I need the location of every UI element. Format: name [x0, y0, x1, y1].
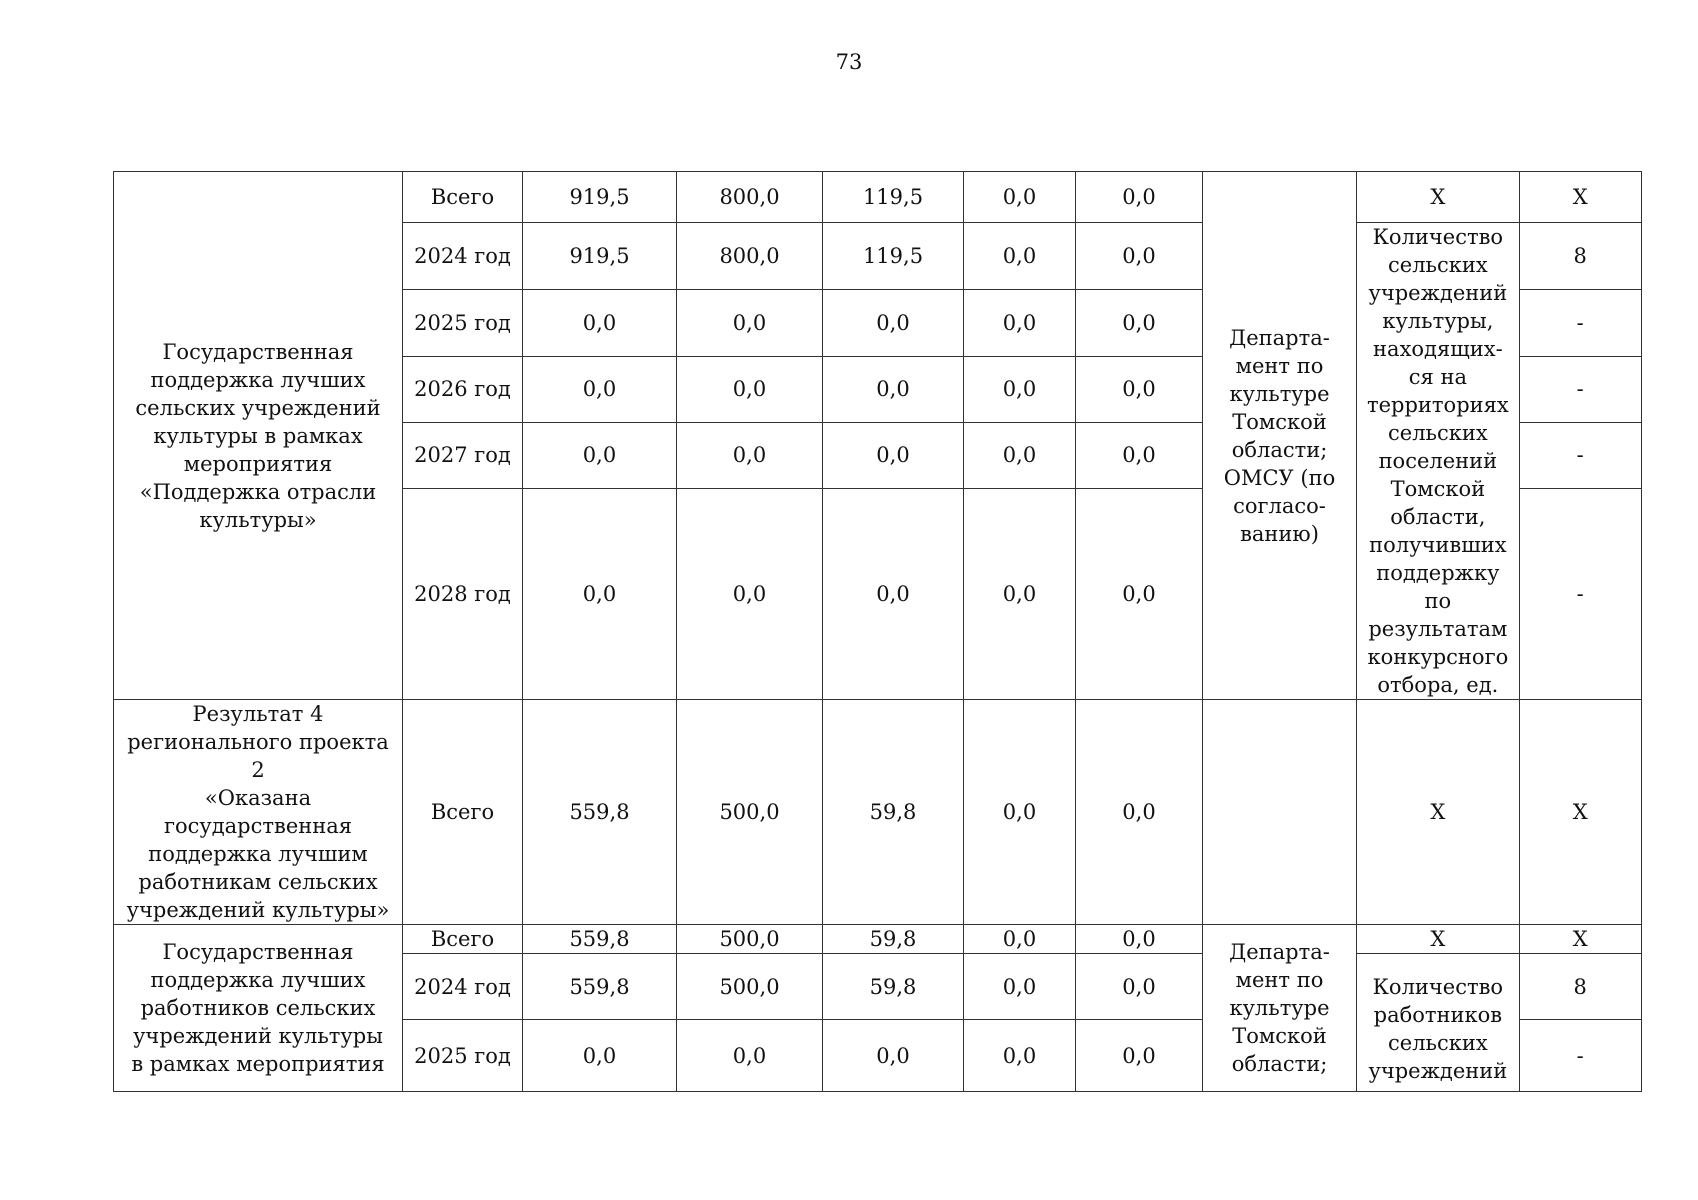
period-cell: 2028 год: [403, 489, 523, 700]
value-cell: 0,0: [677, 290, 823, 356]
indicator-description: Количество работников сельских учреждений: [1357, 954, 1520, 1092]
value-cell: 119,5: [823, 223, 964, 290]
value-cell: 0,0: [964, 223, 1076, 290]
value-cell: 0,0: [677, 356, 823, 422]
value-cell: 0,0: [1076, 422, 1203, 488]
total-cell: 0,0: [523, 1020, 677, 1092]
value-cell: 0,0: [823, 1020, 964, 1092]
indicator-cell: X: [1357, 172, 1520, 223]
table-row: [114, 925, 1642, 954]
value-cell: 59,8: [823, 954, 964, 1020]
value-cell: 0,0: [964, 925, 1076, 954]
indicator-value-cell: X: [1519, 700, 1641, 925]
indicator-value-cell: -: [1519, 356, 1641, 422]
value-cell: 59,8: [823, 925, 964, 954]
indicator-value-cell: 8: [1519, 954, 1641, 1020]
value-cell: 0,0: [823, 356, 964, 422]
value-cell: 500,0: [677, 700, 823, 925]
period-cell: Всего: [403, 700, 523, 925]
value-cell: 0,0: [1076, 489, 1203, 700]
page-number: 73: [835, 50, 863, 74]
indicator-value-cell: -: [1519, 1020, 1641, 1092]
value-cell: 0,0: [964, 356, 1076, 422]
value-cell: 0,0: [1076, 1020, 1203, 1092]
budget-table: [113, 171, 1642, 1092]
value-cell: 0,0: [1076, 223, 1203, 290]
period-cell: 2026 год: [403, 356, 523, 422]
event-description: Государственная поддержка лучших сельских учреждений культуры в рамках мероприятия «Поддержка отрасли культуры»: [114, 172, 403, 700]
period-cell: 2027 год: [403, 422, 523, 488]
result-description: Результат 4 регионального проекта 2 «Оказана государственная поддержка лучшим работникам сельских учреждений культуры»: [114, 700, 403, 925]
responsible-executor: Департа- мент по культуре Томской области;: [1203, 925, 1357, 1092]
value-cell: 0,0: [964, 1020, 1076, 1092]
period-cell: Всего: [403, 172, 523, 223]
value-cell: 800,0: [677, 172, 823, 223]
total-cell: 0,0: [523, 356, 677, 422]
total-cell: 919,5: [523, 172, 677, 223]
indicator-value-cell: -: [1519, 489, 1641, 700]
indicator-value-cell: 8: [1519, 223, 1641, 290]
event-description: Государственная поддержка лучших работников сельских учреждений культуры в рамках мероприятия: [114, 925, 403, 1092]
value-cell: 0,0: [1076, 290, 1203, 356]
value-cell: 0,0: [1076, 356, 1203, 422]
indicator-description: Количество сельских учреждений культуры, находящих- ся на территориях сельских поселений Томской области, получивших поддержку по результатам конкурсного отбора, ед.: [1357, 223, 1520, 700]
value-cell: 0,0: [823, 422, 964, 488]
value-cell: 0,0: [823, 489, 964, 700]
value-cell: 0,0: [1076, 700, 1203, 925]
indicator-value-cell: X: [1519, 172, 1641, 223]
total-cell: 559,8: [523, 700, 677, 925]
indicator-value-cell: -: [1519, 422, 1641, 488]
period-cell: 2024 год: [403, 223, 523, 290]
value-cell: 0,0: [964, 422, 1076, 488]
total-cell: 559,8: [523, 954, 677, 1020]
total-cell: 0,0: [523, 290, 677, 356]
period-cell: 2024 год: [403, 954, 523, 1020]
value-cell: 0,0: [1076, 172, 1203, 223]
value-cell: 0,0: [964, 290, 1076, 356]
value-cell: 800,0: [677, 223, 823, 290]
value-cell: 0,0: [964, 954, 1076, 1020]
value-cell: 0,0: [1076, 954, 1203, 1020]
indicator-cell: X: [1357, 925, 1520, 954]
responsible-executor-empty: [1203, 700, 1357, 925]
value-cell: 0,0: [964, 172, 1076, 223]
total-cell: 0,0: [523, 489, 677, 700]
value-cell: 0,0: [964, 700, 1076, 925]
value-cell: 0,0: [964, 489, 1076, 700]
table-row: [114, 172, 1642, 223]
period-cell: 2025 год: [403, 290, 523, 356]
value-cell: 0,0: [677, 422, 823, 488]
value-cell: 119,5: [823, 172, 964, 223]
indicator-value-cell: -: [1519, 290, 1641, 356]
value-cell: 500,0: [677, 954, 823, 1020]
value-cell: 59,8: [823, 700, 964, 925]
total-cell: 0,0: [523, 422, 677, 488]
value-cell: 0,0: [1076, 925, 1203, 954]
responsible-executor: Департа- мент по культуре Томской области; ОМСУ (по согласо- ванию): [1203, 172, 1357, 700]
indicator-value-cell: X: [1519, 925, 1641, 954]
indicator-cell: X: [1357, 700, 1520, 925]
table-row: [114, 700, 1642, 925]
period-cell: Всего: [403, 925, 523, 954]
total-cell: 559,8: [523, 925, 677, 954]
value-cell: 0,0: [677, 1020, 823, 1092]
value-cell: 0,0: [677, 489, 823, 700]
period-cell: 2025 год: [403, 1020, 523, 1092]
total-cell: 919,5: [523, 223, 677, 290]
value-cell: 500,0: [677, 925, 823, 954]
value-cell: 0,0: [823, 290, 964, 356]
